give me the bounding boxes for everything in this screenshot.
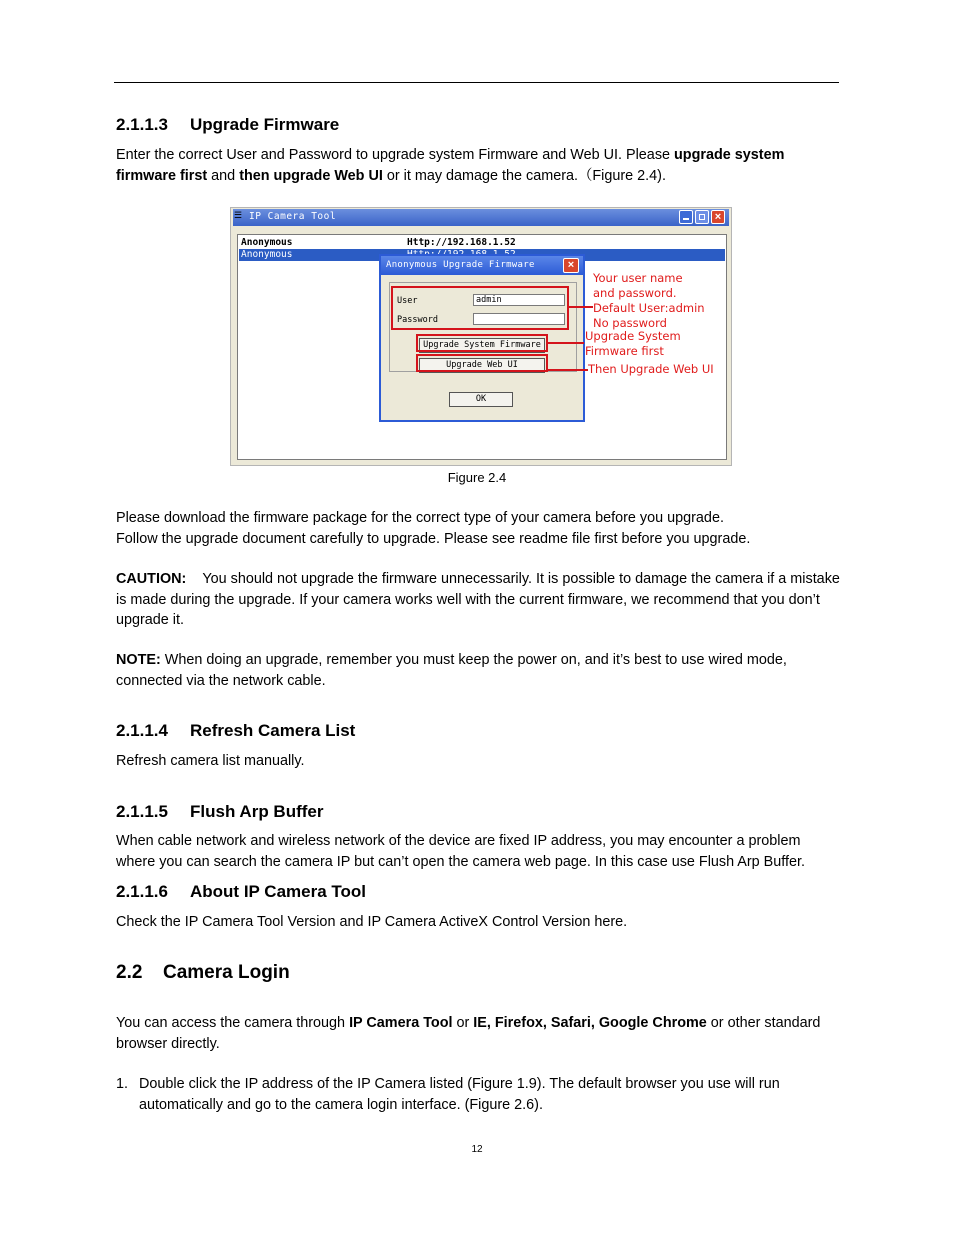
figure-ip-camera-tool: [230, 207, 732, 466]
connector-line: [569, 306, 593, 308]
text-run: Enter the correct User and Password to upgrade system Firmware and Web UI. Please: [116, 147, 675, 163]
window-title: IP Camera Tool: [249, 211, 337, 222]
paragraph-download: Please download the firmware package for the correct type of your camera before you upgrade.: [116, 510, 724, 526]
section-number: 2.1.1.6: [116, 882, 168, 901]
camera-url: Http://192.168.1.52: [407, 237, 516, 248]
note-label: NOTE:: [116, 652, 161, 668]
annotation-then-webui: Then Upgrade Web UI: [588, 362, 714, 376]
password-label: Password: [397, 315, 438, 325]
note-text: When doing an upgrade, remember you must keep the power on, and it’s best to use wired mode, connected via the network cable.: [116, 652, 787, 689]
annotation-line: and password.: [593, 286, 677, 300]
caution-label: CAUTION:: [116, 571, 187, 587]
ok-button[interactable]: OK: [449, 392, 513, 407]
upgrade-system-firmware-button[interactable]: Upgrade System Firmware: [419, 338, 545, 353]
paragraph-login: [116, 1013, 842, 1054]
maximize-icon[interactable]: [695, 210, 709, 224]
annotation-line: Default User:admin: [593, 301, 705, 315]
highlight-firmware-box: [416, 334, 548, 352]
bold-run: upgrade system firmware first: [116, 147, 785, 184]
bold-run: then upgrade Web UI: [239, 167, 383, 184]
close-icon[interactable]: ×: [711, 210, 725, 224]
section-title: Refresh Camera List: [190, 721, 356, 740]
section-title: Upgrade Firmware: [190, 115, 340, 134]
bold-run: IE, Firefox, Safari, Google Chrome: [473, 1015, 707, 1031]
highlight-webui-box: [416, 354, 548, 372]
text-run: or other standard browser directly.: [116, 1015, 821, 1052]
camera-name: Anonymous: [241, 237, 293, 248]
paragraph-follow: Follow the upgrade document carefully to upgrade. Please see readme file first before you upgrade.: [116, 531, 751, 547]
text-run: or it may damage the camera.（Figure 2.4).: [382, 167, 666, 184]
user-field[interactable]: admin: [473, 294, 565, 306]
dialog-close-icon[interactable]: ×: [563, 258, 579, 273]
annotation-line: Upgrade System: [585, 329, 681, 343]
annotation-line: No password: [593, 316, 667, 330]
text-run: and: [207, 167, 240, 184]
heading-refresh-camera-list: [116, 721, 355, 741]
heading-about-ip-camera-tool: [116, 882, 366, 902]
annotation-credentials: [593, 271, 705, 331]
section-number: 2.1.1.4: [116, 721, 168, 740]
annotation-line: Firmware first: [585, 344, 664, 358]
paragraph-caution: [116, 569, 842, 631]
paragraph-note: [116, 650, 842, 691]
page-number: 12: [471, 1144, 483, 1155]
heading-camera-login: [116, 962, 290, 984]
dialog-titlebar: [381, 256, 583, 275]
ip-camera-tool-window: [230, 207, 732, 466]
paragraph-about: Check the IP Camera Tool Version and IP Camera ActiveX Control Version here.: [116, 914, 628, 930]
paragraph-upgrade-intro: [116, 145, 842, 186]
minimize-icon[interactable]: [679, 210, 693, 224]
section-title: Flush Arp Buffer: [190, 802, 324, 821]
user-label: User: [397, 296, 418, 306]
caution-text: You should not upgrade the firmware unnecessarily. It is possible to damage the camera if a mistake is made during the upgrade. If your camera works well with the current firmware, we recommend that you don’t upgrade it.: [116, 571, 840, 628]
figure-caption: Figure 2.4: [447, 470, 507, 485]
section-title: About IP Camera Tool: [190, 882, 367, 901]
camera-name: Anonymous: [241, 249, 293, 260]
section-title: Camera Login: [163, 962, 290, 983]
section-number: 2.1.1.5: [116, 802, 168, 821]
text-run: You can access the camera through: [116, 1015, 350, 1031]
annotation-line: Your user name: [593, 271, 683, 285]
app-icon: ☰: [234, 211, 243, 221]
text-run: or: [452, 1015, 474, 1031]
connector-line: [548, 342, 584, 344]
paragraph-refresh: Refresh camera list manually.: [116, 753, 305, 769]
bold-run: IP Camera Tool: [349, 1015, 453, 1031]
list-marker: 1.: [116, 1076, 129, 1092]
list-item: [116, 1074, 842, 1115]
dialog-title: Anonymous Upgrade Firmware: [386, 260, 535, 270]
window-titlebar: [233, 209, 729, 226]
heading-flush-arp-buffer: [116, 802, 323, 822]
list-text: Double click the IP address of the IP Camera listed (Figure 1.9). The default browser you use will run automatically and go to the camera login interface. (Figure 2.6).: [139, 1076, 780, 1113]
upgrade-web-ui-button[interactable]: Upgrade Web UI: [419, 358, 545, 373]
annotation-firmware-first: [585, 329, 681, 359]
list-item[interactable]: [239, 237, 725, 249]
section-number: 2.2: [116, 962, 143, 983]
header-rule: [114, 82, 839, 83]
paragraph-flush: When cable network and wireless network of the device are fixed IP address, you may encounter a problem where you can search the camera IP but can’t open the camera web page. In this case use Flush Arp Buffer.: [116, 833, 806, 870]
heading-upgrade-firmware: [116, 115, 339, 135]
highlight-credentials-box: [391, 286, 569, 330]
connector-line: [548, 369, 588, 371]
section-number: 2.1.1.3: [116, 115, 168, 134]
